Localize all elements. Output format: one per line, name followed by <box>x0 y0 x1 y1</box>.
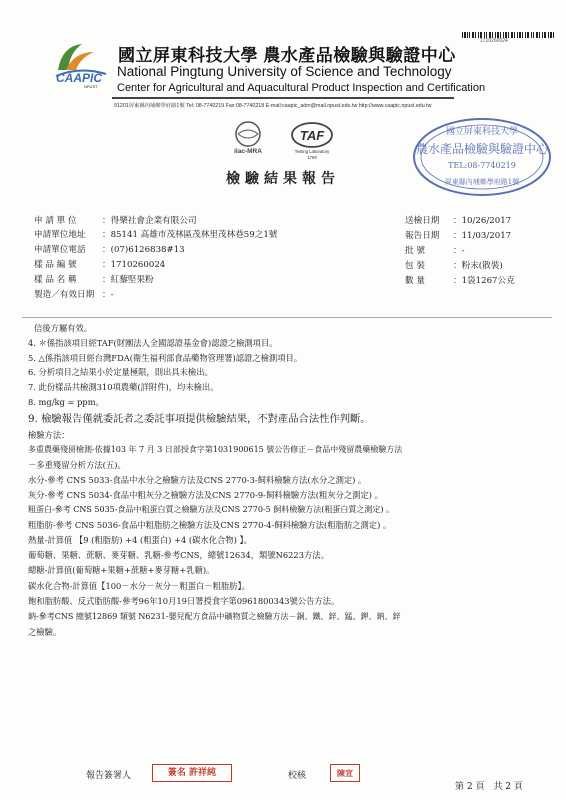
field-address <box>34 228 277 240</box>
note-line: 5. △係指該項目經台灣FDA(衛生福利部食品藥物管理署)認證之檢測項目。 <box>28 353 303 363</box>
field-submit-date <box>405 214 511 226</box>
method-line: 熱量-計算值 【9 (粗脂肪) +4 (粗蛋白) +4 (碳水化合物) 】。 <box>28 535 252 545</box>
method-line: －多重殘留分析方法(五)。 <box>28 460 126 470</box>
field-manufacture-date <box>34 288 114 300</box>
taf-logo <box>288 122 336 162</box>
field-label: 申 請 單 位 <box>34 216 77 226</box>
method-line: 灰分-參考 CNS 5034-食品中粗灰分之檢驗方法及CNS 2770-9-飼料檢驗方法(粗灰分之測定) 。 <box>28 490 383 500</box>
caapic-logo <box>52 40 108 88</box>
page-number: 第 2 頁 共 2 頁 <box>455 782 523 792</box>
field-applicant <box>34 214 197 226</box>
ilac-text: ilac-MRA <box>234 148 262 155</box>
note-line: 4. ＊係指該項目經TAF(財團法人全國認證基金會)認證之檢測項目。 <box>28 338 278 348</box>
field-value: ：1袋1267公克 <box>453 276 515 286</box>
logo-text: CAAPIC <box>56 71 103 85</box>
field-batch <box>405 244 465 256</box>
method-line: 總糖-計算值(葡萄糖+果糖+蔗糖+麥芽糖+乳糖)。 <box>28 565 215 575</box>
method-line: 飽和脂肪酸、反式脂肪酸-參考96年10月19日署授食字第0961800343號公告方法。 <box>28 596 340 606</box>
note-line: 7. 此份樣品共檢測310項農藥(詳附件)，均未檢出。 <box>28 382 219 392</box>
field-label: 送檢日期 <box>405 216 440 226</box>
field-value: ：粉末(散裝) <box>453 261 503 271</box>
checker-stamp: 陳宣 <box>330 764 360 782</box>
signer-label: 報告簽署人 <box>86 771 132 781</box>
field-report-date <box>405 229 511 241</box>
field-value: ：1710260024 <box>102 260 166 270</box>
field-label: 數 量 <box>405 276 425 286</box>
institution-en: National Pingtung University of Science and Technology <box>117 64 452 79</box>
taf-text: TAF <box>299 128 325 143</box>
field-label: 製造／有效日期 <box>34 290 95 300</box>
field-value: ：- <box>453 246 465 256</box>
field-label: 樣 品 名 稱 <box>34 275 77 285</box>
field-value: ：10/26/2017 <box>453 216 512 226</box>
field-packaging <box>405 259 503 271</box>
center-en: Center for Agricultural and Aquacultural Product Inspection and Certification <box>117 82 486 94</box>
method-line: 粗脂肪-參考 CNS 5036-食品中粗脂肪之檢驗方法及CNS 2770-4-飼料檢驗方法(粗脂肪之測定) 。 <box>28 520 392 530</box>
field-value: ：- <box>102 290 114 300</box>
field-value: ：11/03/2017 <box>453 231 512 241</box>
method-line: 葡萄糖、果糖、蔗糖、麥芽糖、乳糖-參考CNS，總號12634，類號N6223方法。 <box>28 550 329 560</box>
field-label: 樣 品 編 號 <box>34 260 77 270</box>
field-label: 申請單位電話 <box>34 245 86 255</box>
note-line: 6. 分析項目之結果小於定量極限，則出具未檢出。 <box>28 367 213 377</box>
field-quantity <box>405 274 515 286</box>
seal-line3: TEL:08-7740219 <box>448 161 516 170</box>
field-value: ：得樂社會企業有限公司 <box>102 216 197 226</box>
checker-label: 校核 <box>288 771 307 781</box>
taf-no: 1769 <box>307 155 317 160</box>
barcode-number: 1710260024 <box>480 38 508 44</box>
taf-sub: Testing Laboratory <box>294 149 330 154</box>
note-line: 信後方屬有效。 <box>34 323 93 333</box>
method-line: 鈉-參考CNS 總號12869 類號 N6231-嬰兒配方食品中礦物質之檢驗方法－銅、鐵、鋅、錳、鉀、鈉、鋅 <box>28 612 401 621</box>
field-sample-number <box>34 258 165 270</box>
seal-line4: 屏東縣內埔鄉學府路1號 <box>444 178 520 186</box>
report-title: 檢驗結果報告 <box>226 171 340 187</box>
field-label: 批 號 <box>405 246 425 256</box>
field-value: ：紅藜堅果粉 <box>102 275 154 285</box>
signer-stamp: 簽名 許祥純 <box>152 764 232 782</box>
field-label: 報告日期 <box>405 231 440 241</box>
method-line: 多重農藥殘留檢測-依據103 年 7 月 3 日部授食字第1031900615 號公告修正－食品中殘留農藥檢驗方法 <box>28 445 403 454</box>
method-line: 粗蛋白-參考 CNS 5035-食品中粗蛋白質之檢驗方法及CNS 2770-5 飼料檢驗方法(粗蛋白質之測定) 。 <box>28 505 395 514</box>
note-line: 8. mg/kg = ppm。 <box>28 397 104 407</box>
header-rule <box>112 97 454 99</box>
methods-heading: 檢驗方法： <box>28 430 70 440</box>
seal-line2: 農水產品檢驗與驗證中心 <box>415 142 549 156</box>
method-line: 之檢驗。 <box>28 627 62 637</box>
method-line: 碳水化合物-計算值【100－水分－灰分－粗蛋白－粗脂肪】。 <box>28 581 250 591</box>
field-phone <box>34 243 185 255</box>
address-line: 91201屏東縣內埔鄉學府路1號 Tel: 08-7740219 Fax:08-7740218 E-mail:caapic_adm@mail.npust.edu.tw http://www.caapic.npust.edu.tw <box>114 103 432 109</box>
logo-sub: NPUST <box>84 84 98 88</box>
section-divider <box>22 317 552 318</box>
barcode <box>462 32 554 43</box>
field-value: ：(07)6126838#13 <box>102 245 185 255</box>
note-line-disclaimer: 9. 檢驗報告僅就委託者之委託事項提供檢驗結果，不對產品合法性作判斷。 <box>28 413 371 425</box>
field-value: ：85141 高雄市茂林區茂林里茂林巷59之1號 <box>102 230 278 240</box>
seal-line1: 國立屏東科技大學 <box>445 127 519 137</box>
field-label: 申請單位地址 <box>34 230 86 240</box>
ilac-mra-logo <box>226 120 270 156</box>
method-line: 水分-參考 CNS 5033-食品中水分之檢驗方法及CNS 2770-3-飼料檢驗方法(水分之測定) 。 <box>28 475 367 485</box>
inspection-seal-stamp <box>411 116 553 198</box>
institution-cn: 國立屏東科技大學 農水產品檢驗與驗證中心 <box>118 46 456 65</box>
field-sample-name <box>34 273 154 285</box>
field-label: 包 裝 <box>405 261 425 271</box>
